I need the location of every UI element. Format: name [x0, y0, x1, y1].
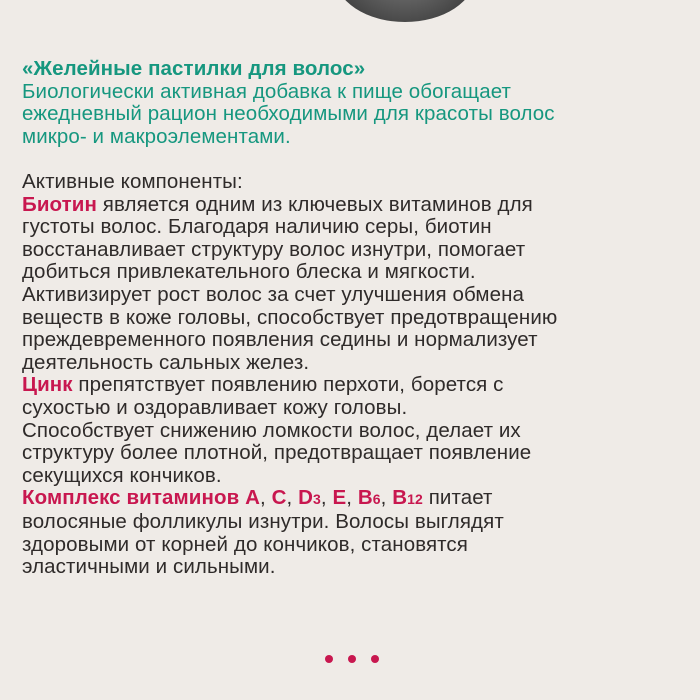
separator: ,: [346, 486, 358, 510]
intro-line: ежедневный рацион необходимыми для красоты волос: [22, 102, 555, 126]
dot-icon: [348, 655, 356, 663]
product-title: «Желейные пастилки для волос»: [22, 57, 366, 80]
vitamin-b6-index: 6: [372, 491, 381, 508]
vitamin-d-index: 3: [312, 491, 321, 508]
components-heading: Активные компоненты:: [22, 170, 243, 193]
intro-line: микро- и макроэлементами.: [22, 124, 291, 148]
product-disc-image: [335, 0, 475, 22]
vitamins-first-line: [22, 487, 557, 511]
dot-icon: [371, 655, 379, 663]
dot-icon: [325, 655, 333, 663]
biotin-line: добиться привлекательного блеска и мягкости.: [22, 260, 476, 284]
vitamin-b12-index: 12: [407, 491, 423, 508]
biotin-line: деятельность сальных желез.: [22, 350, 310, 374]
vitamins-line: волосяные фолликулы изнутри. Волосы выглядят: [22, 509, 504, 533]
intro-section: [22, 58, 555, 148]
biotin-line: Активизирует рост волос за счет улучшения обмена: [22, 282, 525, 306]
separator: ,: [380, 486, 393, 510]
biotin-line: веществ в коже головы, способствует предотвращению: [22, 305, 558, 329]
separator: ,: [286, 486, 299, 510]
vitamin-e: E: [332, 486, 347, 510]
zinc-name: Цинк: [22, 373, 73, 397]
zinc-line: структуру более плотной, предотвращает появление: [22, 441, 532, 465]
biotin-first-line: [22, 194, 557, 217]
vitamin-c: C: [271, 486, 287, 510]
decorative-dots: [325, 655, 379, 663]
biotin-line: преждевременного появления седины и нормализует: [22, 328, 538, 352]
vitamin-d: D: [298, 486, 313, 510]
vitamin-b6: B: [357, 486, 373, 510]
zinc-text: препятствует появлению перхоти, борется с: [72, 373, 504, 397]
biotin-line: восстанавливает структуру волос изнутри, помогает: [22, 237, 526, 261]
vitamin-b12: B: [392, 486, 408, 510]
zinc-line: Способствует снижению ломкости волос, делает их: [22, 418, 521, 442]
biotin-text: является одним из ключевых витаминов для: [96, 192, 533, 216]
vitamins-text: питает: [422, 486, 493, 510]
components-section: [22, 171, 557, 579]
separator: ,: [320, 486, 333, 510]
biotin-line: густоты волос. Благодаря наличию серы, биотин: [22, 215, 492, 239]
zinc-first-line: [22, 374, 557, 397]
zinc-line: сухостью и оздоравливает кожу головы.: [22, 395, 408, 419]
zinc-line: секущихся кончиков.: [22, 463, 222, 487]
vitamins-name: Комплекс витаминов A: [22, 486, 260, 510]
biotin-name: Биотин: [22, 192, 97, 216]
vitamins-line: эластичными и сильными.: [22, 555, 276, 579]
vitamins-line: здоровыми от корней до кончиков, становятся: [22, 532, 468, 556]
separator: ,: [259, 486, 272, 510]
intro-line: Биологически активная добавка к пище обогащает: [22, 79, 512, 103]
